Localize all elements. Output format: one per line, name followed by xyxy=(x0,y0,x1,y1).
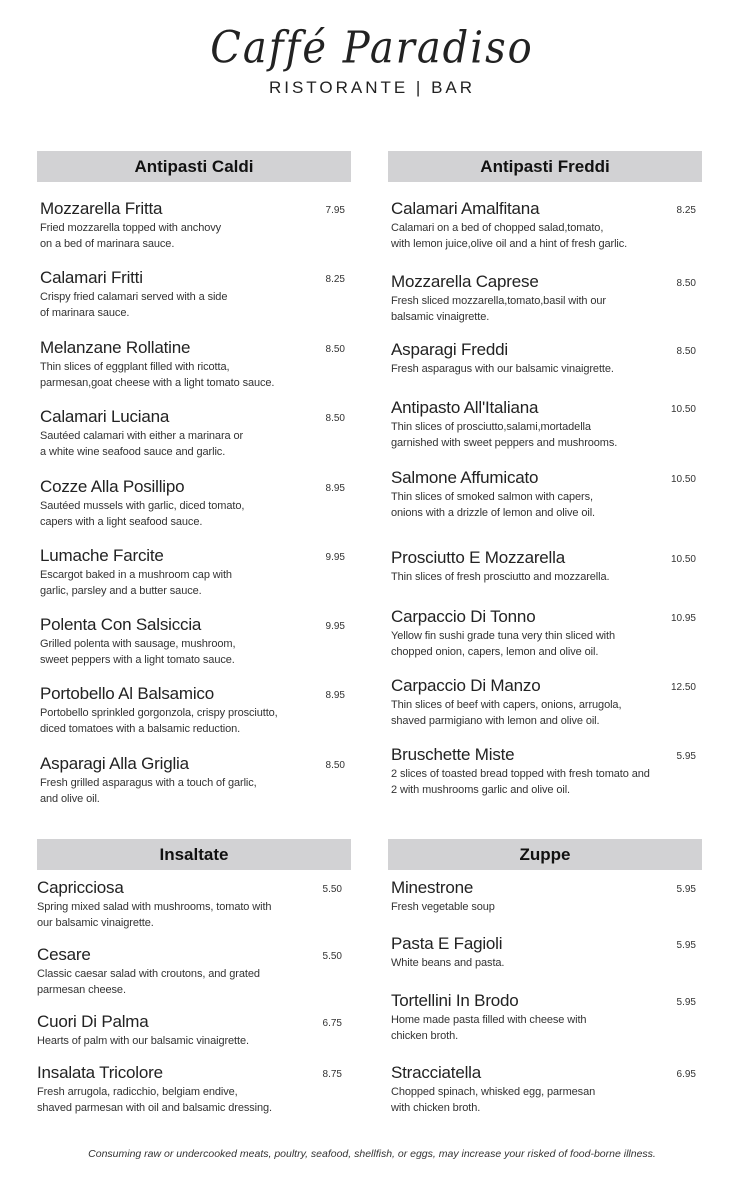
menu-item xyxy=(37,945,345,998)
section-title: Zuppe xyxy=(388,839,702,870)
menu-item xyxy=(40,477,348,530)
item-name: Calamari Fritti xyxy=(40,268,143,287)
item-price: 8.95 xyxy=(325,690,345,701)
section-title: Insaltate xyxy=(37,839,351,870)
item-price: 12.50 xyxy=(670,682,696,693)
item-description: Sautéed mussels with garlic, diced tomato, capers with a light seafood sauce. xyxy=(40,500,245,528)
item-price: 8.50 xyxy=(325,760,345,771)
menu-item xyxy=(40,615,348,668)
item-price: 6.95 xyxy=(676,1069,696,1080)
item-name: Cuori Di Palma xyxy=(37,1012,149,1031)
section-title: Antipasti Freddi xyxy=(388,151,702,182)
item-description: Escargot baked in a mushroom cap with garlic, parsley and a butter sauce. xyxy=(40,569,232,597)
menu-item xyxy=(391,468,699,521)
item-price: 5.50 xyxy=(322,884,342,895)
item-price: 5.95 xyxy=(676,751,696,762)
menu-item xyxy=(391,1063,699,1116)
item-name: Carpaccio Di Manzo xyxy=(391,676,541,695)
item-description: Fresh vegetable soup xyxy=(391,901,495,913)
item-name: Insalata Tricolore xyxy=(37,1063,163,1082)
item-price: 8.50 xyxy=(325,413,345,424)
menu-item xyxy=(37,1063,345,1116)
item-price: 9.95 xyxy=(325,552,345,563)
item-name: Prosciutto E Mozzarella xyxy=(391,548,565,567)
item-name: Calamari Luciana xyxy=(40,407,170,426)
item-price: 7.95 xyxy=(325,205,345,216)
menu-item xyxy=(391,934,699,971)
menu-item xyxy=(40,684,348,737)
item-description: Thin slices of eggplant filled with ricotta, parmesan,goat cheese with a light tomato sauce. xyxy=(40,361,275,389)
menu-item xyxy=(391,548,699,585)
item-price: 10.95 xyxy=(670,613,696,624)
item-name: Stracciatella xyxy=(391,1063,481,1082)
item-name: Minestrone xyxy=(391,878,474,897)
section-antipasti-freddi xyxy=(388,151,702,796)
item-price: 8.25 xyxy=(676,205,696,216)
item-description: Thin slices of smoked salmon with capers, onions with a drizzle of lemon and olive oil. xyxy=(391,491,596,519)
item-price: 5.95 xyxy=(676,884,696,895)
item-name: Cesare xyxy=(37,945,91,964)
item-description: Thin slices of prosciutto,salami,mortadella garnished with sweet peppers and mushrooms. xyxy=(391,421,618,449)
menu-item xyxy=(37,878,345,931)
item-description: Spring mixed salad with mushrooms, tomato with our balsamic vinaigrette. xyxy=(37,901,272,929)
item-price: 10.50 xyxy=(670,474,696,485)
section-antipasti-caldi xyxy=(37,151,351,805)
item-name: Polenta Con Salsiccia xyxy=(40,615,202,634)
item-price: 8.50 xyxy=(676,346,696,357)
item-description: Fresh grilled asparagus with a touch of garlic, and olive oil. xyxy=(40,777,257,805)
item-description: 2 slices of toasted bread topped with fresh tomato and 2 with mushrooms garlic and olive oil. xyxy=(391,768,650,796)
section-zuppe xyxy=(388,839,702,1114)
item-name: Pasta E Fagioli xyxy=(391,934,503,953)
item-price: 5.50 xyxy=(322,951,342,962)
item-price: 5.95 xyxy=(676,997,696,1008)
section-insaltate xyxy=(37,839,351,1114)
item-name: Mozzarella Fritta xyxy=(40,199,163,218)
item-description: Grilled polenta with sausage, mushroom, sweet peppers with a light tomato sauce. xyxy=(40,638,236,666)
item-description: Yellow fin sushi grade tuna very thin sliced with chopped onion, capers, lemon and olive oil. xyxy=(391,630,615,658)
item-name: Melanzane Rollatine xyxy=(40,338,191,357)
food-safety-disclaimer: Consuming raw or undercooked meats, poultry, seafood, shellfish, or eggs, may increase your risked of food-borne illness. xyxy=(88,1148,656,1160)
item-name: Antipasto All'Italiana xyxy=(391,398,539,417)
item-description: Chopped spinach, whisked egg, parmesan with chicken broth. xyxy=(391,1086,596,1114)
brand-subtitle: RISTORANTE | BAR xyxy=(268,78,476,97)
item-name: Cozze Alla Posillipo xyxy=(40,477,185,496)
item-description: Fried mozzarella topped with anchovy on a bed of marinara sauce. xyxy=(40,222,222,250)
item-price: 6.75 xyxy=(322,1018,342,1029)
item-name: Portobello Al Balsamico xyxy=(40,684,214,703)
menu-item xyxy=(40,754,348,807)
item-description: Portobello sprinkled gorgonzola, crispy prosciutto, diced tomatoes with a balsamic reduction. xyxy=(40,707,278,735)
menu-item xyxy=(37,1012,345,1049)
item-price: 8.50 xyxy=(676,278,696,289)
item-description: Classic caesar salad with croutons, and grated parmesan cheese. xyxy=(37,968,260,996)
item-name: Lumache Farcite xyxy=(40,546,164,565)
item-price: 5.95 xyxy=(676,940,696,951)
brand-name: Caffé Paradiso xyxy=(210,22,534,74)
menu-item xyxy=(391,340,699,377)
menu-item xyxy=(40,338,348,391)
menu-item xyxy=(40,407,348,460)
item-name: Mozzarella Caprese xyxy=(391,272,539,291)
item-price: 10.50 xyxy=(670,404,696,415)
menu-item xyxy=(391,607,699,660)
item-price: 8.25 xyxy=(325,274,345,285)
item-price: 8.95 xyxy=(325,483,345,494)
item-name: Bruschette Miste xyxy=(391,745,515,764)
item-description: Calamari on a bed of chopped salad,tomato, with lemon juice,olive oil and a hint of fresh garlic. xyxy=(391,222,628,250)
menu-item xyxy=(391,745,699,798)
menu-item xyxy=(391,398,699,451)
menu-item xyxy=(391,676,699,729)
menu-item xyxy=(391,199,699,252)
item-price: 9.95 xyxy=(325,621,345,632)
menu-item xyxy=(391,878,699,915)
item-name: Calamari Amalfitana xyxy=(391,199,540,218)
item-price: 8.75 xyxy=(322,1069,342,1080)
item-description: Fresh sliced mozzarella,tomato,basil with our balsamic vinaigrette. xyxy=(391,295,606,323)
menu-item xyxy=(40,546,348,599)
menu-item xyxy=(391,991,699,1044)
item-description: Fresh asparagus with our balsamic vinaigrette. xyxy=(391,363,614,375)
restaurant-logo xyxy=(0,22,744,98)
item-description: Thin slices of fresh prosciutto and mozzarella. xyxy=(391,571,610,583)
menu-item xyxy=(391,272,699,325)
item-description: Sautéed calamari with either a marinara or a white wine seafood sauce and garlic. xyxy=(40,430,244,458)
item-description: White beans and pasta. xyxy=(391,957,505,969)
menu-item xyxy=(40,268,348,321)
item-description: Thin slices of beef with capers, onions, arrugola, shaved parmigiano with lemon and olive oil. xyxy=(391,699,622,727)
item-name: Asparagi Alla Griglia xyxy=(40,754,189,773)
item-description: Fresh arrugola, radicchio, belgiam endive, shaved parmesan with oil and balsamic dressing. xyxy=(37,1086,272,1114)
menu-item xyxy=(40,199,348,252)
item-price: 8.50 xyxy=(325,344,345,355)
item-description: Crispy fried calamari served with a side of marinara sauce. xyxy=(40,291,228,319)
item-price: 10.50 xyxy=(670,554,696,565)
item-name: Asparagi Freddi xyxy=(391,340,509,359)
item-name: Tortellini In Brodo xyxy=(391,991,519,1010)
section-title: Antipasti Caldi xyxy=(37,151,351,182)
item-description: Hearts of palm with our balsamic vinaigrette. xyxy=(37,1035,249,1047)
item-name: Capricciosa xyxy=(37,878,124,897)
item-description: Home made pasta filled with cheese with chicken broth. xyxy=(391,1014,587,1042)
item-name: Salmone Affumicato xyxy=(391,468,539,487)
item-name: Carpaccio Di Tonno xyxy=(391,607,536,626)
